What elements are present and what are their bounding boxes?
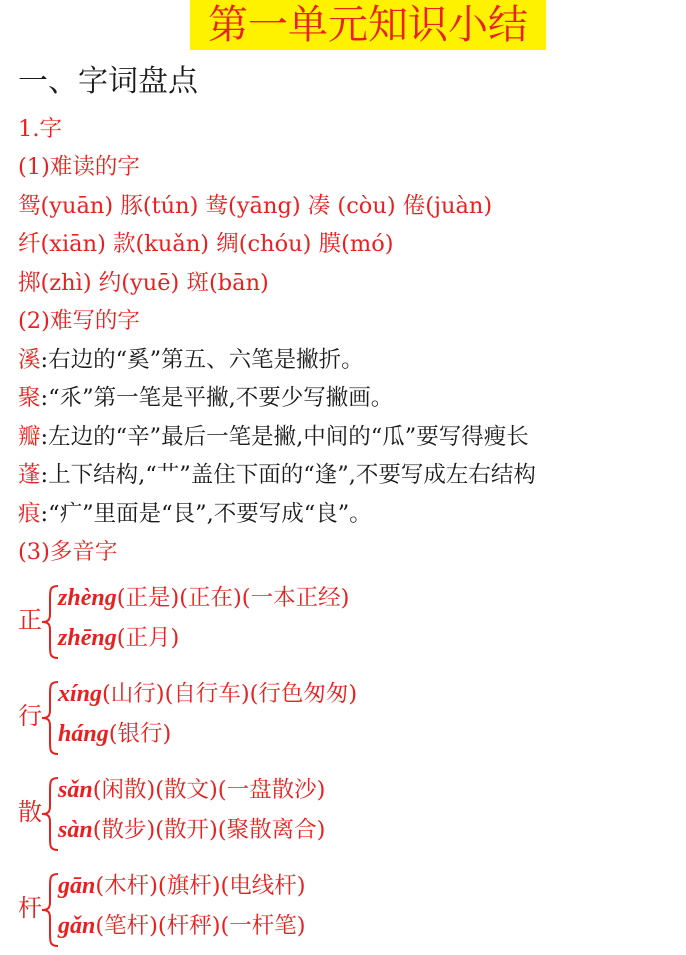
difficult-write-quote: 乑	[59, 385, 83, 411]
example-words: (山行)(自行车)(行色匆匆)	[102, 681, 358, 707]
difficult-write-note: :右边的“奚”第五、六笔是撇折。	[40, 347, 364, 373]
polyphone-char: 杆	[18, 894, 42, 922]
example-words: (正月)	[116, 625, 180, 651]
polyphone-reading	[58, 910, 306, 942]
difficult-write-line	[18, 382, 393, 414]
subsection-label: 1.字	[18, 116, 62, 142]
brace-icon	[38, 678, 60, 758]
example-words: (木杆)(旗杆)(电线杆)	[95, 873, 306, 899]
difficult-write-note: ”第一笔是平撇,不要少写撇画。	[82, 385, 394, 411]
difficult-write-char: 瓣	[18, 424, 41, 450]
difficult-write-note: :左边的“辛”最后一笔是撇,中间的“瓜”要写得瘦长	[40, 424, 529, 450]
difficult-write-heading: (2)难写的字	[18, 308, 140, 334]
pinyin: háng	[58, 721, 109, 747]
difficult-write-line	[18, 421, 529, 453]
difficult-write-char: 溪	[18, 347, 41, 373]
difficult-write-note: :“	[40, 385, 60, 411]
pinyin: gǎn	[58, 913, 96, 939]
pinyin: zhèng	[58, 585, 117, 611]
example-words: (笔杆)(杆秤)(一杆笔)	[95, 913, 306, 939]
pinyin: zhēng	[58, 625, 117, 651]
polyphone-item	[18, 870, 678, 954]
difficult-write-line	[18, 459, 536, 491]
difficult-write-char: 痕	[18, 501, 41, 527]
example-words: (散步)(散开)(聚散离合)	[92, 817, 326, 843]
brace-icon	[38, 774, 60, 854]
polyphone-item	[18, 774, 678, 858]
pinyin: sǎn	[58, 777, 93, 803]
polyphone-heading: (3)多音字	[18, 539, 118, 565]
difficult-write-note: :上下结构,“艹”盖住下面的“逢”,不要写成左右结构	[40, 462, 536, 488]
difficult-read-heading: (1)难读的字	[18, 154, 140, 180]
polyphone-reading	[58, 622, 179, 654]
brace-icon	[38, 870, 60, 950]
example-words: (正是)(正在)(一本正经)	[116, 585, 350, 611]
polyphone-reading	[58, 774, 325, 806]
difficult-write-note: :“疒”里面是“艮”,不要写成“良”。	[40, 501, 372, 527]
polyphone-item	[18, 678, 678, 762]
polyphone-reading	[58, 870, 306, 902]
pinyin: gān	[58, 873, 96, 899]
pinyin: sàn	[58, 817, 93, 843]
brace-icon	[38, 582, 60, 662]
example-words: (银行)	[108, 721, 172, 747]
difficult-write-line	[18, 498, 372, 530]
pinyin: xíng	[58, 681, 103, 707]
difficult-write-char: 聚	[18, 385, 41, 411]
polyphone-reading	[58, 814, 325, 846]
polyphone-reading	[58, 678, 357, 710]
difficult-read-line: 鸳(yuān) 豚(tún) 鸯(yāng) 凑 (còu) 倦(juàn)	[18, 193, 493, 219]
polyphone-char: 正	[18, 606, 42, 634]
difficult-read-line: 掷(zhì) 约(yuē) 斑(bān)	[18, 270, 269, 296]
polyphone-reading	[58, 582, 349, 614]
difficult-read-line: 纤(xiān) 款(kuǎn) 绸(chóu) 膜(mó)	[18, 231, 394, 257]
difficult-write-char: 蓬	[18, 462, 41, 488]
difficult-write-line	[18, 344, 364, 376]
example-words: (闲散)(散文)(一盘散沙)	[92, 777, 326, 803]
section-heading: 一、字词盘点	[18, 64, 198, 99]
page-title: 第一单元知识小结	[208, 2, 528, 48]
polyphone-item	[18, 582, 678, 666]
polyphone-char: 散	[18, 798, 42, 826]
polyphone-char: 行	[18, 702, 42, 730]
polyphone-reading	[58, 718, 171, 750]
